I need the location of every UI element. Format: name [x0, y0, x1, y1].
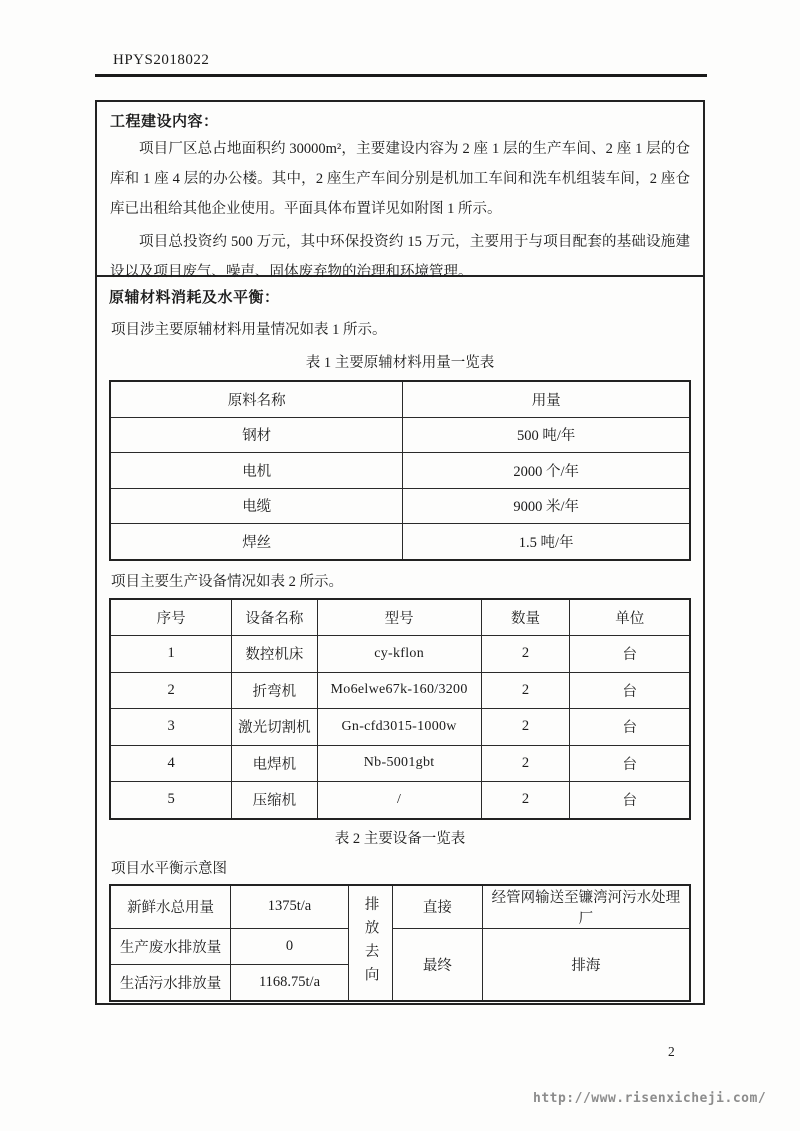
table-row [110, 782, 690, 819]
table-header-cell: 用量 [403, 381, 690, 417]
table-header-cell: 原料名称 [110, 381, 403, 417]
table-cell: 台 [570, 672, 690, 709]
table-cell: / [317, 782, 481, 819]
table-cell: 2 [481, 745, 570, 782]
table-row [110, 885, 690, 929]
section-heading: 原辅材料消耗及水平衡： [109, 290, 280, 306]
equipment-table [109, 598, 691, 820]
content-frame [95, 100, 705, 1005]
table-cell: 1.5 吨/年 [403, 524, 690, 560]
table-cell: 直接 [392, 885, 482, 929]
table-cell: 台 [570, 745, 690, 782]
table2-caption: 表 2 主要设备一览表 [334, 830, 466, 847]
vertical-label: 排放去向 [362, 895, 379, 990]
table-row [110, 636, 690, 673]
table-cell: 折弯机 [232, 672, 317, 709]
table-cell: 5 [110, 782, 232, 819]
table-cell: 500 吨/年 [403, 417, 690, 453]
intro-text: 项目主要生产设备情况如表 2 所示。 [111, 573, 343, 590]
table-cell: Nb-5001gbt [317, 745, 481, 782]
table-row [110, 709, 690, 746]
table-cell: 电焊机 [232, 745, 317, 782]
table-cell: 1 [110, 636, 232, 673]
table-row [110, 453, 690, 489]
header-divider [95, 74, 707, 77]
table-cell: 电机 [110, 453, 403, 489]
table-header-row [110, 381, 690, 417]
table-cell: 1168.75t/a [231, 964, 349, 1001]
table-cell: 台 [570, 782, 690, 819]
section-materials-water-balance [97, 277, 703, 1003]
paragraph: 项目厂区总占地面积约 30000m²，主要建设内容为 2 座 1 层的生产车间、2 座 1 层的仓库和 1 座 4 层的办公楼。其中，2 座生产车间分别是机加工车间和洗车机组装车间，2 座仓库已出租给其他企业使用。平面具体布置详见如附图 1 所示。 [110, 141, 690, 217]
table-cell: 数控机床 [232, 636, 317, 673]
table-cell: 生活污水排放量 [110, 964, 231, 1001]
intro-text: 项目涉主要原辅材料用量情况如表 1 所示。 [111, 322, 387, 338]
table-header-cell: 序号 [110, 599, 232, 636]
watermark-url: http://www.risenxicheji.com/ [533, 1091, 767, 1106]
table-cell: 钢材 [110, 417, 403, 453]
table-header-cell: 型号 [317, 599, 481, 636]
table-header-cell: 设备名称 [232, 599, 317, 636]
table-cell: 台 [570, 636, 690, 673]
table-row [110, 745, 690, 782]
table-row [110, 672, 690, 709]
table-cell: 激光切割机 [232, 709, 317, 746]
table-cell: 2 [481, 672, 570, 709]
table-cell: 3 [110, 709, 232, 746]
materials-table [109, 380, 691, 561]
table-header-cell: 数量 [481, 599, 570, 636]
table-cell: 2 [481, 709, 570, 746]
table-cell: 生产废水排放量 [110, 928, 231, 964]
table-row [110, 524, 690, 560]
table-cell: 经管网输送至镰湾河污水处理厂 [482, 885, 690, 929]
table-cell: Mo6elwe67k-160/3200 [317, 672, 481, 709]
table-row [110, 488, 690, 524]
table-cell: cy-kflon [317, 636, 481, 673]
table-cell: 最终 [392, 928, 482, 1001]
table-cell: Gn-cfd3015-1000w [317, 709, 481, 746]
page-number: 2 [668, 1044, 675, 1059]
table-cell: 焊丝 [110, 524, 403, 560]
table-cell: 新鲜水总用量 [110, 885, 231, 929]
table-cell: 2000 个/年 [403, 453, 690, 489]
paragraph: 项目总投资约 500 万元，其中环保投资约 15 万元，主要用于与项目配套的基础设施建设以及项目废气、噪声、固体废弃物的治理和环境管理。 [110, 234, 690, 280]
table-cell: 台 [570, 709, 690, 746]
table-cell: 压缩机 [232, 782, 317, 819]
table-cell: 1375t/a [231, 885, 349, 929]
water-balance-heading: 项目水平衡示意图 [111, 860, 227, 877]
table-cell: 2 [481, 782, 570, 819]
table-header-row [110, 599, 690, 636]
table-header-cell: 单位 [570, 599, 690, 636]
table-cell: 2 [481, 636, 570, 673]
water-balance-table [109, 884, 691, 1002]
table-cell: 电缆 [110, 488, 403, 524]
table1-caption: 表 1 主要原辅材料用量一览表 [305, 355, 495, 371]
section-heading: 工程建设内容： [110, 114, 219, 130]
table-cell-discharge-direction [348, 885, 392, 1001]
table-row [110, 928, 690, 964]
table-cell: 排海 [482, 928, 690, 1001]
section-construction-content [97, 102, 703, 280]
table-cell: 4 [110, 745, 232, 782]
table-cell: 9000 米/年 [403, 488, 690, 524]
document-code: HPYS2018022 [113, 52, 210, 68]
table-cell: 0 [231, 928, 349, 964]
table-row [110, 417, 690, 453]
table-cell: 2 [110, 672, 232, 709]
